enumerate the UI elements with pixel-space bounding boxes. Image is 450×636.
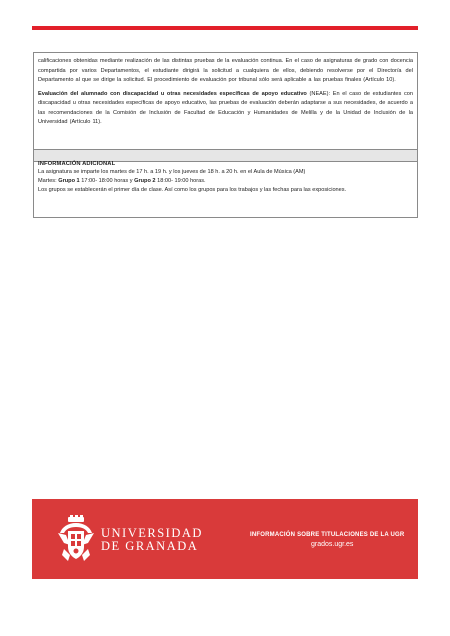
group2-time: 18:00- 19:00 horas. xyxy=(155,178,206,185)
content-box xyxy=(33,52,418,218)
evaluation-paragraph: calificaciones obtenidas mediante realización de las distintas pruebas de la evaluación continua. En el caso de asignaturas de grado con docencia compartida por varios Departamentos, el estudiante dirigirá la solicitud a cualquiera de ellos, debiendo resolverse por el Director/a del Departamento al que se dirige la solicitud. El procedimiento de evaluación por tribunal sólo será aplicable a las pruebas finales (Artículo 10). xyxy=(38,58,413,83)
footer-banner xyxy=(32,499,418,579)
schedule-line: La asignatura se imparte los martes de 17 h. a 19 h. y los jueves de 18 h. a 20 h. en el Aula de Música (AM) xyxy=(38,169,306,175)
group1-time: 17:00- 18:00 horas y xyxy=(79,178,135,185)
groups-line xyxy=(38,177,413,186)
university-name-line2: DE GRANADA xyxy=(101,539,199,553)
additional-info-heading: INFORMACIÓN ADICIONAL xyxy=(38,161,116,167)
group2-label: Grupo 2 xyxy=(134,178,156,185)
neae-paragraph xyxy=(38,90,413,128)
groups-prefix: Martes: xyxy=(38,178,59,185)
neae-bold-heading: Evaluación del alumnado con discapacidad u otras necesidades específicas de apoyo educativo xyxy=(38,90,307,97)
group1-label: Grupo 1 xyxy=(58,178,80,185)
degrees-url-link[interactable]: grados.ugr.es xyxy=(311,541,354,548)
university-name-line1: UNIVERSIDAD xyxy=(101,526,203,540)
university-crest-icon xyxy=(54,515,98,563)
header-rule xyxy=(32,26,418,30)
evaluation-section xyxy=(34,53,417,148)
additional-info-header xyxy=(34,149,417,167)
groups-note-line: Los grupos se establecerán el primer día de clase. Así como los grupos para los trabajos y las fechas para las exposiciones. xyxy=(38,187,347,194)
degrees-info-title: INFORMACIÓN SOBRE TITULACIONES DE LA UGR xyxy=(250,532,405,538)
neae-text: (NEAE): En el caso de estudiantes con discapacidad u otras necesidades específicas de apoyo educativo, las pruebas de evaluación deberán adaptarse a sus necesidades, de acuerdo a las recomendaciones de la Comisión de Inclusión de Facultad de Educación y Humanidades de Melilla y de la Unidad de Inclusión de la Universidad (Artículo 11). xyxy=(38,90,413,125)
additional-info-section xyxy=(34,165,417,199)
